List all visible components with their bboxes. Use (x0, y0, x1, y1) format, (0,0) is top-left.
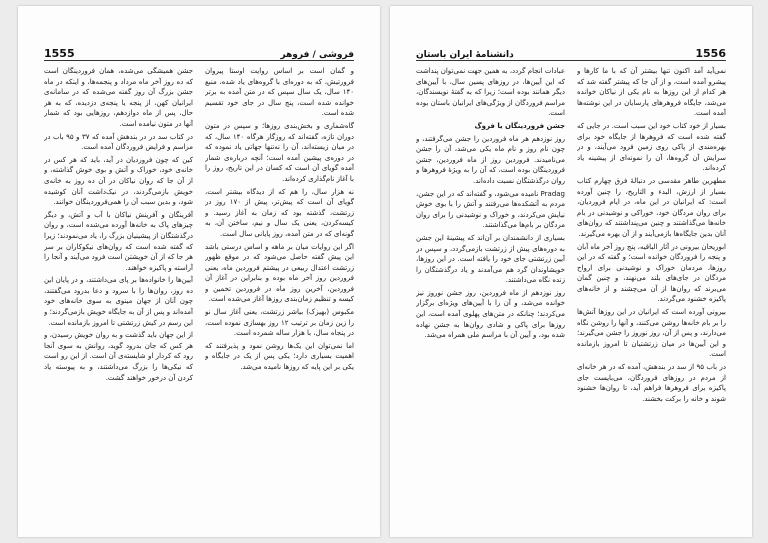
paragraph: اما نمی‌توان این یک‌ها روشن نمود و پذیرفتند که اهمیت بسیاری دارد؛ یکی پس از یک در جایگاه و یکی بر این پایه که روزها نامیده می‌شد. (205, 341, 354, 372)
paragraph: بیرونی آورده است که ایرانیان در این روزها آتش‌ها را بر بام خانه‌ها روشن می‌کنند، و آنها را روشن نگاه می‌دارند، و پس از آن، روز نوروز را جشن می‌گیرند؛ و این آیین‌ها در میان زرتشتیان تا امروز بازمانده است. (577, 308, 726, 359)
right-page (390, 6, 752, 537)
paragraph: آیین‌ها را خانواده‌ها بر پای می‌داشتند، و در پایان این ده روز، روان‌ها را با سرود و دعا بدرود می‌گفتند، چون آنان از جهان مینوی به سوی خانه‌های خود آمده‌اند و پس از آن به جایگاه خویش بازمی‌گردند؛ و این رسم در کیش زرتشتی تا امروز بازمانده است. (44, 276, 193, 327)
paragraph: ابوریحان بیرونی در آثار الباقیه، پنج روز آخر ماه آبان و پنجه را فروردگان خوانده است؛ و گفته که در این روزها، مردمان خوراک و نوشیدنی برای ارواح مردگان در جای‌های بلند می‌نهند، و چنین گمان می‌برند که روان‌ها از آن می‌چشند و از خانه‌های پاکیزه خشنود می‌گردند. (577, 242, 726, 304)
paragraph: نمی‌آید آمد اکنون تنها بیشتر آن که با ما کارها و پیشرو آمده است، و از آن جا که پیشتر گفته شد که هر کدام از این روزها به نام یکی از نیاکان خوانده می‌شد، جایگاه فروهرهای پارسایان در این نوشته‌ها آمده است. (577, 67, 726, 118)
paragraph: و گمان است بر اساس روایت اوستا پیروان فرورتیش، که به دوره‌ای با گروه‌های یاد شده، منبع ۱۴۰ سال، یک سال سپس که در متن آمده به برتر خوانده شده است، پنج سال در جای خود تقسیم شده است. (205, 67, 354, 118)
section-heading: جشن فروردینگان یا فروگ (474, 121, 565, 130)
right-page-column-left (416, 66, 565, 517)
left-page-column-left (44, 66, 193, 517)
paragraph: مطهرین طاهر مقدسی در دنبالهٔ فرق چهارم کتاب بسیار از ارزش، البدء و التاریخ، را چنین آورده است: که ایرانیان در این ماه، در ایام فروردیان، برای روان مردگان خود، خوراکی و نوشیدنی در بام خانه‌ها می‌گذاشتند و چنین می‌پنداشتند که روان‌های آنان بدین جایگاه‌ها بازمی‌آیند و از آن بهره می‌گیرند. (577, 176, 726, 238)
left-page (18, 6, 380, 537)
left-page-number: 1555 (44, 47, 75, 60)
paragraph: در باب ۹۵ از سد در بندهش، آمده که در هر خانه‌ای از مردم در روزهای فروردگان، می‌بایست جای پاکیزه برای فروهرها فراهم آید، تا روان‌ها خشنود شوند و خانه را برکت بخشند. (577, 363, 726, 403)
paragraph: بسیار از خود کتاب خود این سبب است. در جایی که گفته شده است که فروهرها از جایگاه خود برای بهره‌مندی از پاکی روی زمین فرود می‌آیند، و در سرایش آن گروه‌ها، آن را نمونه‌ای از پیشینه یاد کرده‌اند. (577, 121, 726, 173)
paragraph: آفرینگان و آفرینش نیاکان با آب و آتش، و دیگر چیزهای پاک به خانه‌ها آورده می‌شده است، و روان درگذشتگان از پیشینیان بزرگ را، یاد می‌نمودند؛ زیرا که گفته شده است که روان‌های نیکوکاران بر سر هر جا که از آن خویشتن است فرود می‌آیند و آنجا را آراسته و پاکیزه خواهند. (44, 210, 193, 272)
paragraph: در کتاب سد در در بندهش آمده که ۳۷ و ۹۵ باب در مراسم و فرایض فروردگان آمده است. (44, 132, 193, 152)
paragraph: نه هزار سال، را هم که از دیدگاه بیشتر است، گویای آن است که پیش‌تر، پیش از ۱۷۰ روز در زرتشت، گذشته بود که زمان به آغاز رسید. و کیسه‌کردن، یعنی یک سال و نیم، ساختن آن، به گونه‌ای که در متن آمده، روز پایانی سال است. (205, 187, 354, 238)
right-page-header (416, 44, 726, 61)
paragraph: بسیاری از دانشمندان بر آن‌اند که پیشینهٔ این جشن به دوره‌های پیش از زرتشت بازمی‌گردد، و سپس در آیین زرتشتی جای خود را یافته است. در این روزها، خویشاوندان گرد هم می‌آمدند و یاد درگذشتگان را زنده نگاه می‌داشتند. (416, 233, 565, 285)
left-page-header (44, 44, 354, 61)
left-page-columns (44, 66, 354, 517)
paragraph: اگر این روایات میان بر ماهه و اساس درستی باشد این پیش گفته حاصل می‌شود که در موقع ظهور زرتشت اعتدال ربیعی در پیشتم فروردین ماه، یعنی فروردین روز آخر ماه بوده و بنابراین در آغاز آن فروردین، آخرین روز ماه در فروردین تخمین و کیسه و تنظیم زمان‌بندی روزها آغاز می‌شده است. (205, 242, 354, 304)
paragraph: از این جهان باید گذشت و به روان خویش رسیدن، و هر کس که جان بدرود گوید، روانش به سوی آنجا رود که کردار او شایسته‌ی آن است. از این رو است که نیکی‌ها را بزرگ می‌داشتند، و به پیوسته یاد کردن آن درخور خواهند گشت. (44, 331, 193, 382)
left-page-column-right (205, 66, 354, 517)
right-page-column-right (577, 66, 726, 517)
left-running-title: فروشی / فروهر (280, 50, 354, 60)
paragraph: گاه‌شماری و بخش‌بندی روزها؛ و سپس در متون دوران تازه، گفته‌اند که روزگار هرگاه ۱۴۰ سال، که در میان زیسته‌اند، آن را نه‌تنها جهاتی یاد نموده که در دوره‌ی پیشین آمده است؛ آنچه درباره‌ی شمار آمده گویای آن است که کسان در این تاریخ، روز را با آغاز نام‌گذاری کرده‌اند. (205, 121, 354, 183)
paragraph: روز نوزدهم هر ماه فروردین را جشن می‌گرفتند، و چون نام روز و نام ماه یکی می‌شد، آن را جشن می‌نامیدند. فروردین روز از ماه فروردین، جشن فروردینگان بوده است، که آن را به ویژهٔ فروهرها و روان درگذشتگان نسبت داده‌اند. (416, 134, 565, 185)
paragraph: Pradag نامیده می‌شود، و گفته‌اند که در این جشن، مردم به آتشکده‌ها می‌رفتند و آتش را با بوی خوش نیایش می‌کردند، و خوراک و نوشیدنی را برای روان مردگان بر بام‌ها می‌گذاشتند. (416, 189, 565, 230)
right-running-title: دانشنامهٔ ایران باستان (416, 50, 514, 60)
paragraph: روز نوزدهم از ماه فروردین، روز جشن نوروز نیز خوانده می‌شد، و آن را با آیین‌های ویژه‌ای برگزار می‌کردند؛ چنانکه در متن‌های پهلوی آمده است، این روزها برای پاکی و شادی روان‌ها به جشن نهاده شده بود، و آیین آن با مراسم ملی همراه می‌شد. (416, 288, 565, 340)
paragraph: عبادات انجام گردد، به همین جهت نمی‌توان پنداشت که این آیین‌ها، در روزهای پسین سال، با آیین‌های دیگر همانند بوده است؛ زیرا که به گفتهٔ نویسندگان، مراسم فروردگان از ویژگی‌های ایرانیان باستان بوده است. (416, 67, 565, 118)
right-page-number: 1556 (695, 47, 726, 60)
paragraph: جشن همیشگی می‌شده، همان فروردینگان است که ده روز آخر ماه مرداد و پنجمه‌ها، و اینکه در ماه جشن بزرگ آن روز گفته می‌شده که در سامانه‌ی ایرانیان کهن، از پنجه یا پنجه‌ی دزدیده، که به هر حال، پس از ماه دوازدهم، روزهایی بود که شمار آنها در متون نیامده است. (44, 67, 193, 128)
paragraph: مکبوس (بهیزک) بیاشر زرتشت، یعنی آغاز سال نو را زین زمان بر ترتیب ۱۲ روز بهسازی نموده است، در پنجاه سال، با هزار ساله شمرده است. (205, 308, 354, 338)
right-page-columns (416, 66, 726, 517)
paragraph: کین که چون فروردیان در آید، باید که هر کس در خانه‌ی خود، خوراک و آتش و بوی خوش گذاشته، و از آن جا که روان نیاکان در آن ده روز به خانه‌ی خویش بازمی‌گردند، در نیک‌داشت آنان کوشیده شود، و بدین سبب آن را همی‌فروردینگان خوانند. (44, 155, 193, 207)
